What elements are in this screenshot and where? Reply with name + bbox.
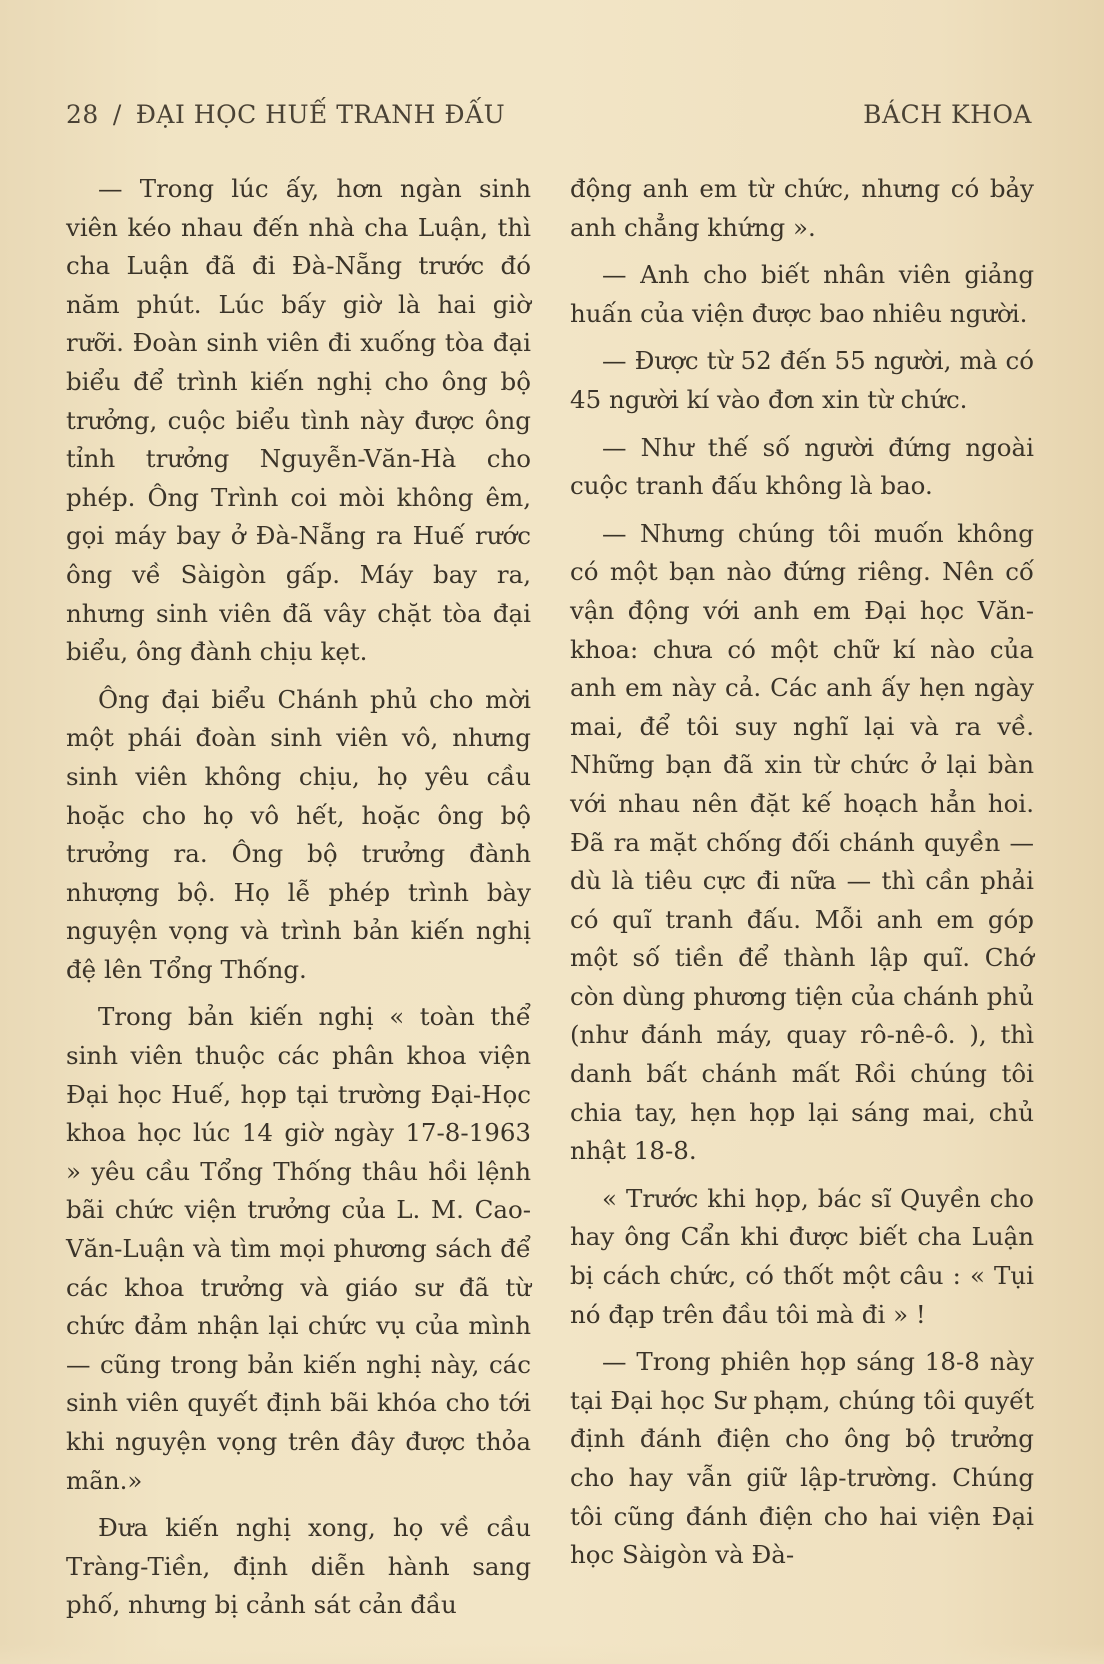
page-number: 28	[66, 100, 99, 129]
paragraph: — Anh cho biết nhân viên giảng huấn của viện được bao nhiêu người.	[570, 260, 1034, 328]
paragraph: « Trước khi họp, bác sĩ Quyền cho hay ông Cẩn khi được biết cha Luận bị cách chức, có thốt một câu : « Tụi nó đạp trên đầu tôi mà đi » !	[570, 1183, 1034, 1329]
left-text-column	[66, 170, 531, 1634]
paragraph: Trong bản kiến nghị « toàn thể sinh viên thuộc các phân khoa viện Đại học Huế, họp tại trường Đại-Học khoa học lúc 14 giờ ngày 17-8-1963 » yêu cầu Tổng Thống thâu hồi lệnh bãi chức viện trưởng của L. M. Cao-Văn-Luận và tìm mọi phương sách để các khoa trưởng và giáo sư đã từ chức đảm nhận lại chức vụ của mình — cũng trong bản kiến nghị này, các sinh viên quyết định bãi khóa cho tới khi nguyện vọng trên đây được thỏa mãn.»	[66, 1002, 531, 1495]
paragraph: — Được từ 52 đến 55 người, mà có 45 người kí vào đơn xin từ chức.	[570, 346, 1034, 414]
paragraph-continued: động anh em từ chức, nhưng có bảy anh chẳng khứng ».	[570, 174, 1034, 242]
paragraph: Đưa kiến nghị xong, họ về cầu Tràng-Tiền, định diễn hành sang phố, nhưng bị cảnh sát cản đầu	[66, 1513, 531, 1620]
header-separator: /	[112, 100, 122, 129]
right-text-column	[570, 170, 1034, 1584]
running-head-left	[66, 100, 505, 129]
paragraph: Ông đại biểu Chánh phủ cho mời một phái đoàn sinh viên vô, nhưng sinh viên không chịu, họ yêu cầu hoặc cho họ vô hết, hoặc ông bộ trưởng ra. Ông bộ trưởng đành nhượng bộ. Họ lễ phép trình bày nguyện vọng và trình bản kiến nghị đệ lên Tổng Thống.	[66, 684, 531, 984]
page-bottom-edge	[0, 1644, 1104, 1664]
paragraph: — Trong phiên họp sáng 18-8 này tại Đại học Sư phạm, chúng tôi quyết định đánh điện cho ông bộ trưởng cho hay vẫn giữ lập-trường. Chúng tôi cũng đánh điện cho hai viện Đại học Sàigòn và Đà-	[570, 1347, 1034, 1570]
paragraph: — Trong lúc ấy, hơn ngàn sinh viên kéo nhau đến nhà cha Luận, thì cha Luận đã đi Đà-Nẵng trước đó năm phút. Lúc bấy giờ là hai giờ rưỡi. Đoàn sinh viên đi xuống tòa đại biểu để trình kiến nghị cho ông bộ trưởng, cuộc biểu tình này được ông tỉnh trưởng Nguyễn-Văn-Hà cho phép. Ông Trình coi mòi không êm, gọi máy bay ở Đà-Nẵng ra Huế rước ông về Sàigòn gấp. Máy bay ra, nhưng sinh viên đã vây chặt tòa đại biểu, ông đành chịu kẹt.	[66, 174, 531, 667]
article-title: ĐẠI HỌC HUẾ TRANH ĐẤU	[135, 100, 506, 129]
paragraph: — Nhưng chúng tôi muốn không có một bạn nào đứng riêng. Nên cố vận động với anh em Đại học Văn-khoa: chưa có một chữ kí nào của anh em này cả. Các anh ấy hẹn ngày mai, để tôi suy nghĩ lại và ra về. Những bạn đã xin từ chức ở lại bàn với nhau nên đặt kế hoạch hẳn hoi. Đã ra mặt chống đối chánh quyền — dù là tiêu cực đi nữa — thì cần phải có quĩ tranh đấu. Mỗi anh em góp một số tiền để thành lập quĩ. Chớ còn dùng phương tiện của chánh phủ (như đánh máy, quay rô-nê-ô. ), thì danh bất chánh mất Rồi chúng tôi chia tay, hẹn họp lại sáng mai, chủ nhật 18-8.	[570, 518, 1034, 1166]
page-header	[66, 100, 1032, 140]
magazine-name: BÁCH KHOA	[863, 100, 1032, 129]
paragraph: — Như thế số người đứng ngoài cuộc tranh đấu không là bao.	[570, 432, 1034, 501]
